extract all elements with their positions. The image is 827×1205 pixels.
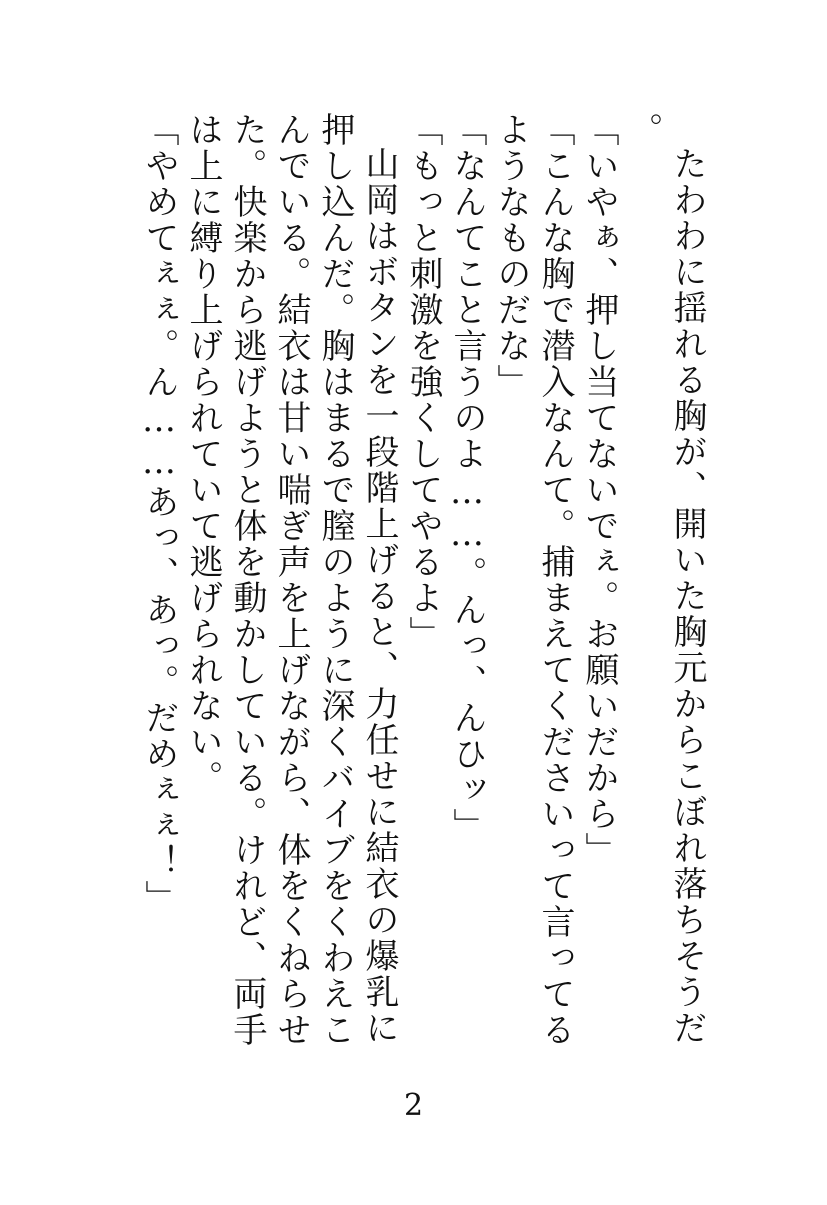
paragraph-dialogue-1: 「いやぁ、押し当てないでぇ。お願いだから」	[579, 112, 619, 868]
paragraph-dialogue-3: 「なんてこと言うのよ……。んっ、んひッ」	[447, 112, 487, 844]
paragraph-dialogue-5: 「やめてぇぇ。ん……あっ、あっ。だめぇぇ！」	[139, 112, 179, 916]
paragraph-dialogue-2: 「こんな胸で潜入なんて。捕まえてくださいって言ってるようなものだな」	[491, 112, 575, 1048]
paragraph-narration-2: 山岡はボタンを一段階上げると、力任せに結衣の爆乳に押し込んだ。胸はまるで膣のように深くバイブをくわえこんでいる。結衣は甘い喘ぎ声を上げながら、体をくねらせた。快楽から逃げようと体を動かしている。けれど、両手は上に縛り上げられていて逃げられない。	[183, 112, 399, 1048]
page-number: 2	[403, 1088, 424, 1123]
paragraph-narration-1: たわわに揺れる胸が、開いた胸元からこぼれ落ちそうだ。	[623, 112, 707, 1046]
paragraph-dialogue-4: 「もっと刺激を強くしてやるよ」	[403, 112, 443, 652]
vertical-body-text	[137, 112, 709, 1072]
